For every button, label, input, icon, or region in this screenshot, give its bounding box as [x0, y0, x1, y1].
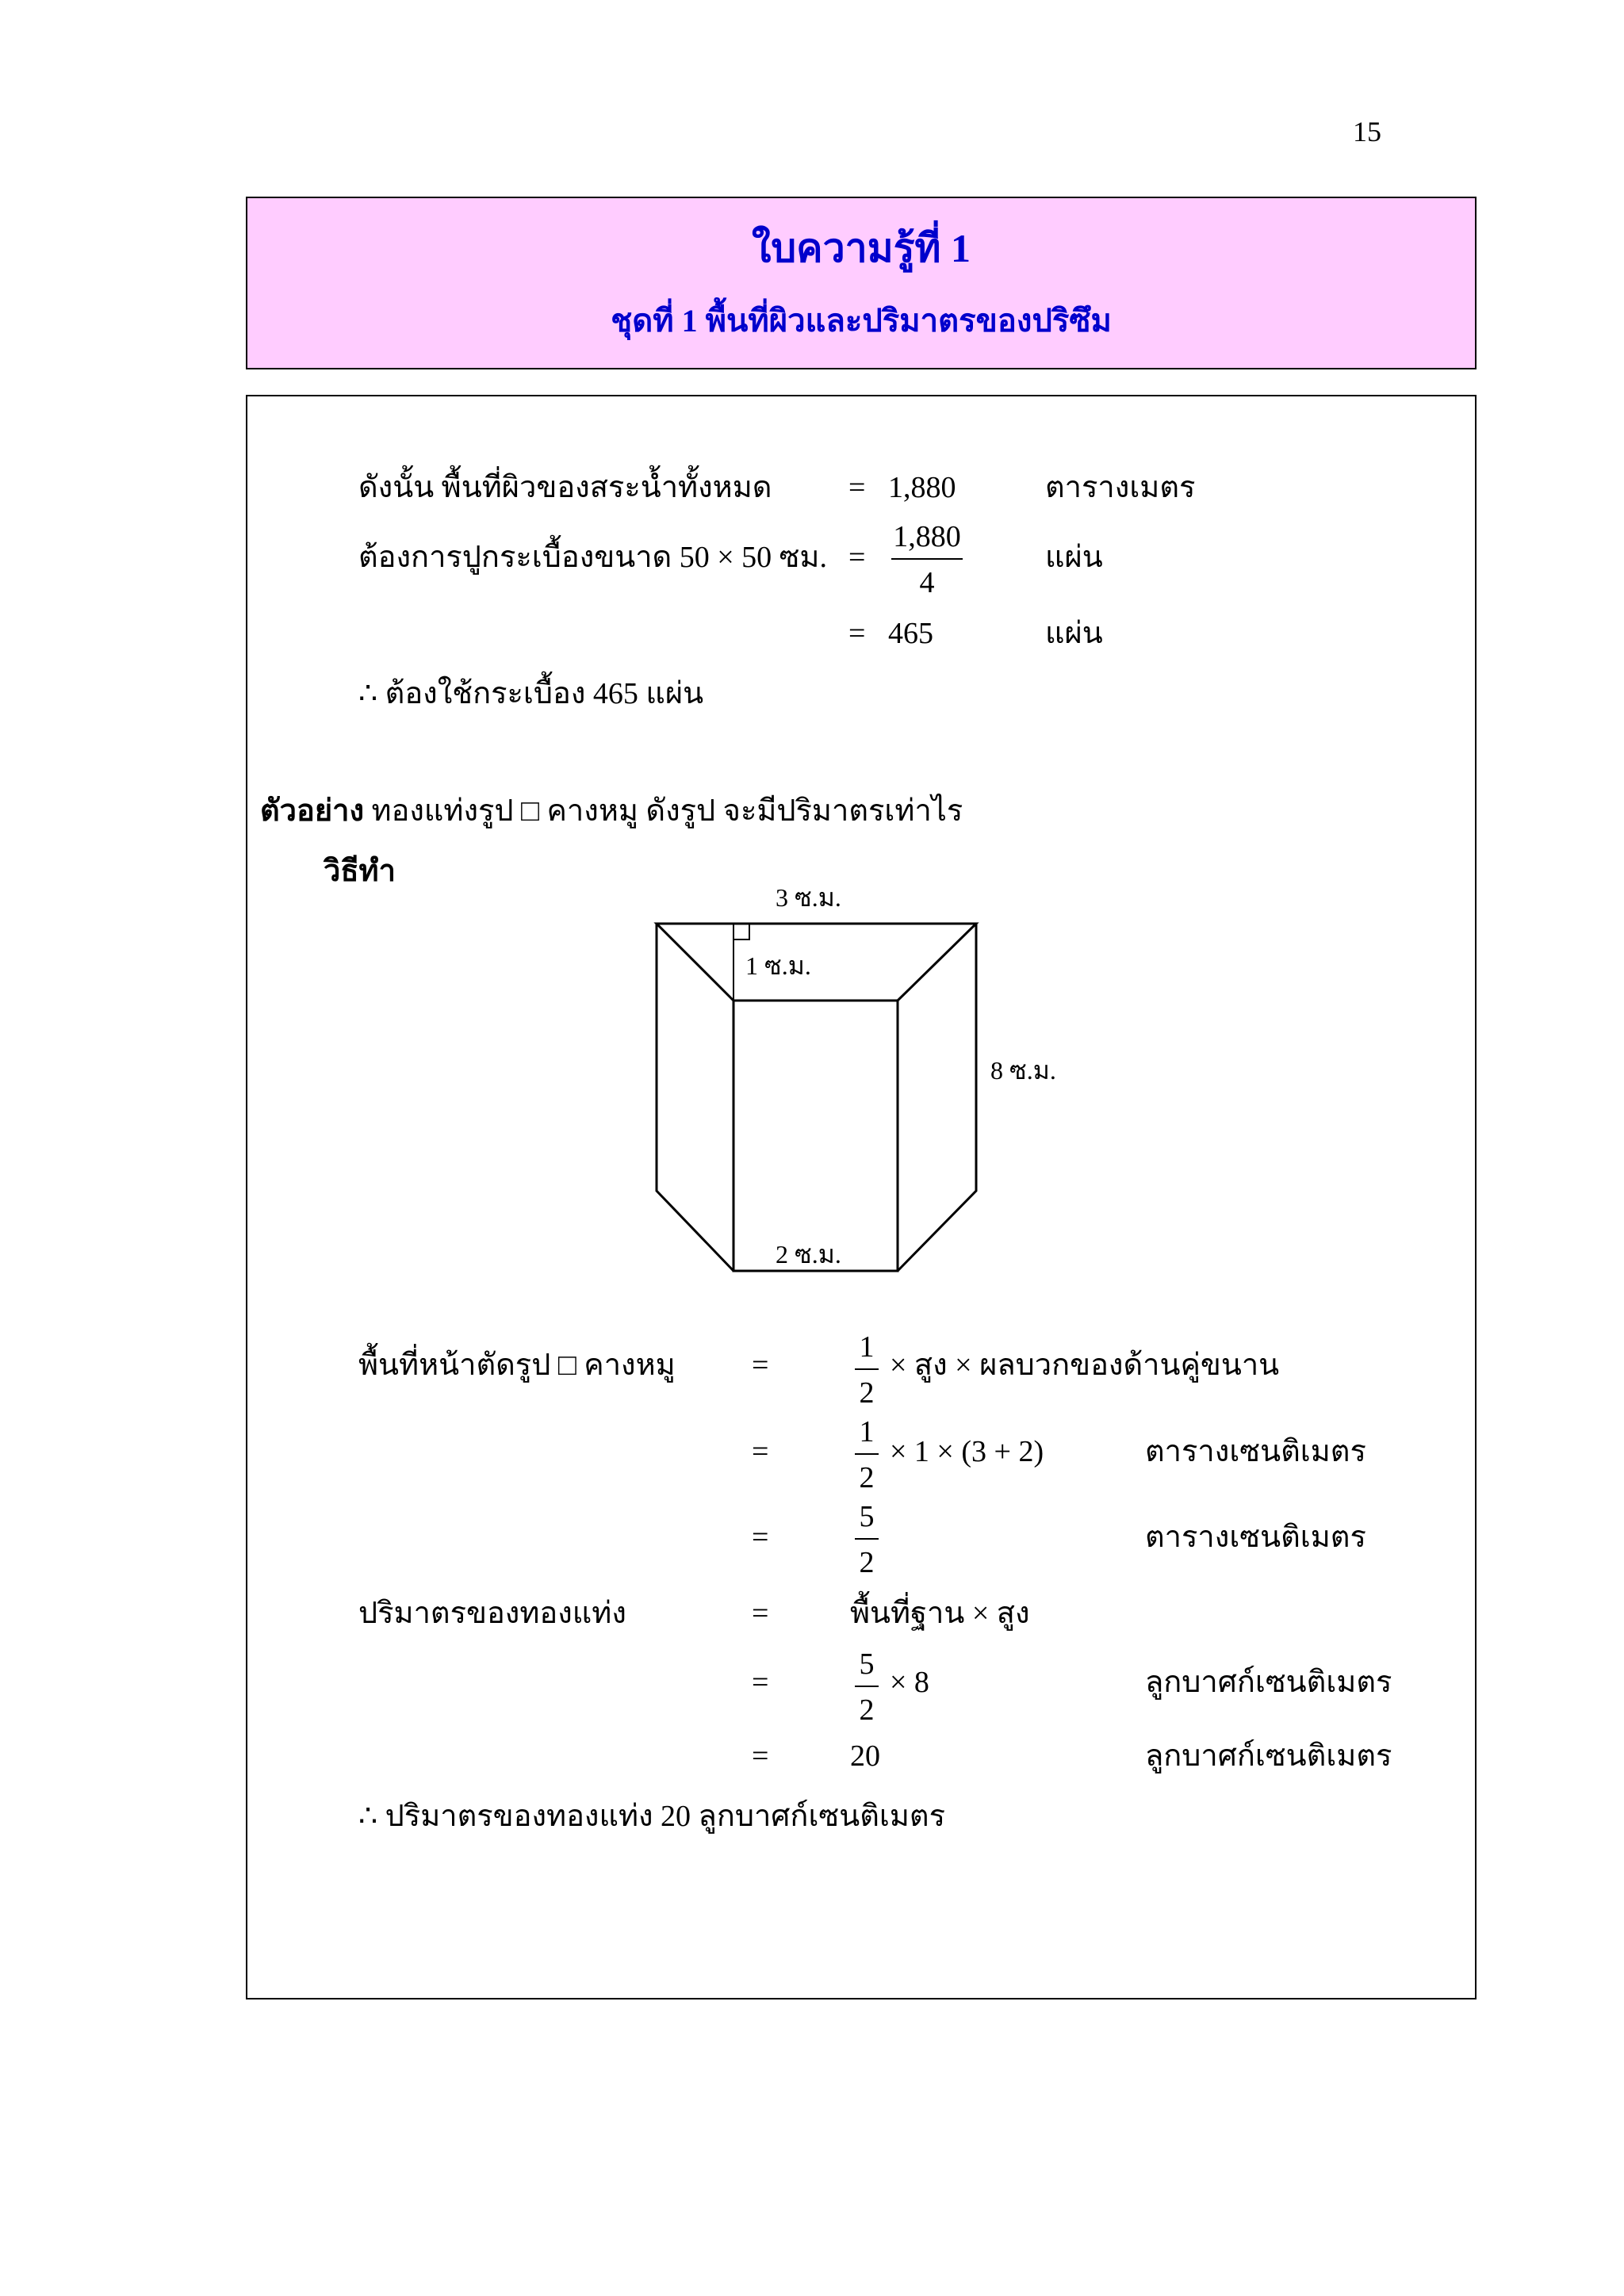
area3-unit: ตารางเซนติเมตร [1145, 1521, 1366, 1554]
tile-conclusion: ∴ ต้องใช้กระเบื้อง 465 แผ่น [358, 677, 704, 710]
area-fraction [855, 1332, 879, 1408]
fraction-bar [855, 1368, 879, 1370]
example-label: ตัวอย่าง [260, 794, 364, 828]
volume-expression: พื้นที่ฐาน × สูง [850, 1597, 1030, 1630]
fraction-numerator: 5 [859, 1500, 875, 1533]
label-top-side: 3 ซ.ม. [776, 883, 841, 912]
volume2-fraction [855, 1649, 879, 1725]
header-title: ใบความรู้ที่ 1 [751, 226, 971, 270]
example-heading [260, 796, 963, 826]
fraction-numerator: 1 [859, 1330, 875, 1364]
fraction-numerator: 5 [859, 1647, 875, 1681]
header-subtitle: ชุดที่ 1 พื้นที่ผิวและปริมาตรของปริซึม [611, 303, 1112, 339]
page-number: 15 [1353, 116, 1381, 147]
fraction-bar [855, 1686, 879, 1687]
volume3-eq: = [752, 1739, 769, 1773]
volume2-expression: × 8 [890, 1666, 929, 1699]
label-prism-length: 8 ซ.ม. [990, 1056, 1056, 1085]
tile-result-value: 465 [888, 617, 933, 650]
surface-area-value: 1,880 [888, 471, 956, 504]
label-bottom-side: 2 ซ.ม. [776, 1240, 841, 1269]
tile-fraction [891, 522, 963, 598]
tile-fraction-denominator: 4 [919, 566, 935, 599]
tile-unit: แผ่น [1045, 541, 1103, 574]
volume-eq: = [752, 1597, 769, 1630]
header-box [246, 197, 1477, 369]
surface-area-unit: ตารางเมตร [1045, 471, 1196, 504]
fraction-numerator: 1 [859, 1415, 875, 1448]
area2-eq: = [752, 1435, 769, 1468]
fraction-denominator: 2 [859, 1693, 875, 1727]
fraction-denominator: 2 [859, 1376, 875, 1410]
fraction-bar [891, 558, 963, 560]
volume2-unit: ลูกบาศก์เซนติเมตร [1145, 1666, 1392, 1699]
volume3-value: 20 [850, 1739, 880, 1773]
fraction-bar [855, 1538, 879, 1540]
volume3-unit: ลูกบาศก์เซนติเมตร [1145, 1739, 1392, 1773]
label-trapezoid-height: 1 ซ.ม. [745, 951, 811, 980]
tile-eq: = [848, 541, 866, 574]
volume2-eq: = [752, 1666, 769, 1699]
fraction-denominator: 2 [859, 1546, 875, 1579]
method-label: วิธีทำ [324, 855, 396, 888]
area-label: พื้นที่หน้าตัดรูป □ คางหมู [358, 1349, 676, 1382]
area2-fraction [855, 1417, 879, 1493]
surface-area-eq: = [848, 471, 866, 504]
area3-eq: = [752, 1521, 769, 1554]
area2-unit: ตารางเซนติเมตร [1145, 1435, 1366, 1468]
area-expression: × สูง × ผลบวกของด้านคู่ขนาน [890, 1349, 1280, 1382]
tile-label: ต้องการปูกระเบื้องขนาด 50 × 50 ซม. [358, 541, 827, 574]
fraction-bar [855, 1453, 879, 1455]
area-eq: = [752, 1349, 769, 1382]
tile-fraction-numerator: 1,880 [893, 520, 961, 553]
area2-expression: × 1 × (3 + 2) [890, 1435, 1044, 1468]
area3-fraction [855, 1502, 879, 1578]
fraction-denominator: 2 [859, 1461, 875, 1494]
tile-result-eq: = [848, 617, 866, 650]
tile-result-unit: แผ่น [1045, 617, 1103, 650]
surface-area-label: ดังนั้น พื้นที่ผิวของสระน้ำทั้งหมด [358, 471, 772, 504]
volume-conclusion: ∴ ปริมาตรของทองแท่ง 20 ลูกบาศก์เซนติเมตร [358, 1800, 945, 1833]
volume-label: ปริมาตรของทองแท่ง [358, 1597, 626, 1630]
example-text: ทองแท่งรูป □ คางหมู ดังรูป จะมีปริมาตรเท่าไร [371, 794, 963, 828]
